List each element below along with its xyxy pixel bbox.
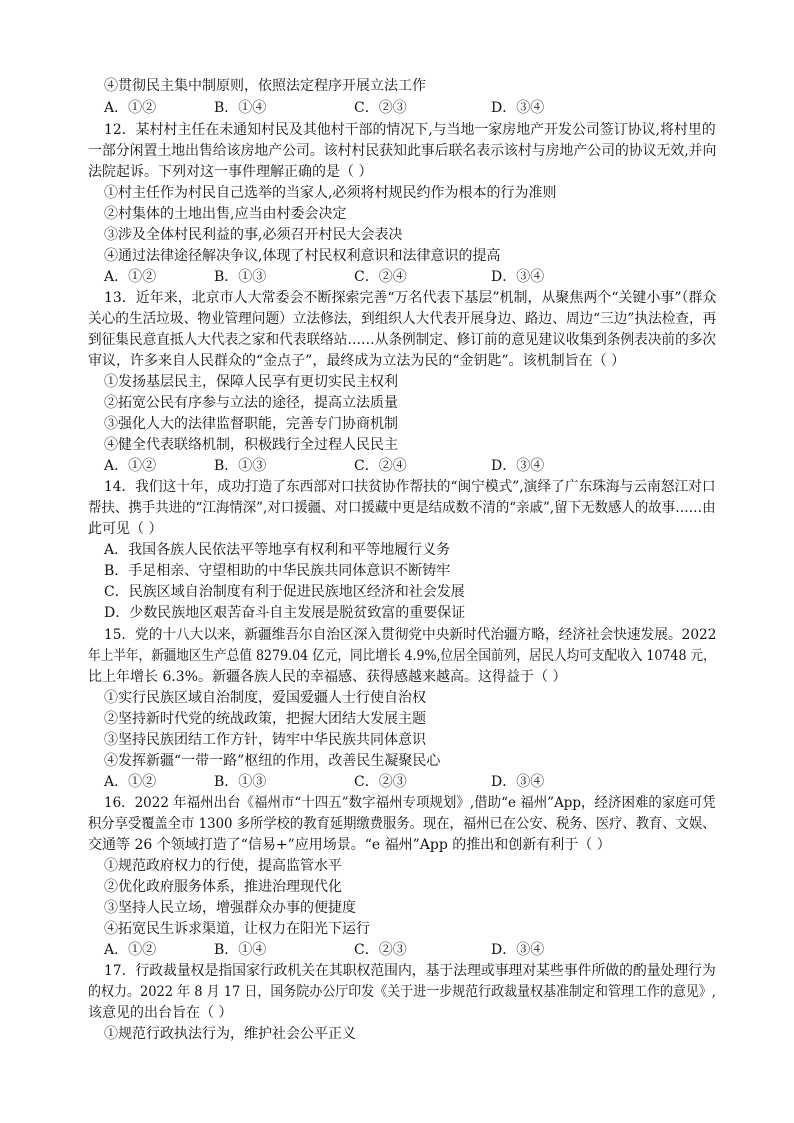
option-line: B．手足相亲、守望相助的中华民族共同体意识不断铸牢: [104, 563, 451, 579]
question-12-stem: 12．某村村主任在未通知村民及其他村干部的情况下,与当地一家房地产开发公司签订协议,将村里的: [104, 122, 716, 138]
choice-b: B．①③: [214, 269, 267, 285]
option-line: ②村集体的土地出售,应当由村委会决定: [104, 206, 347, 222]
choice-a: A．①②: [104, 100, 157, 116]
choice-d: D．③④: [491, 100, 545, 116]
choice-b: B．①③: [214, 774, 267, 790]
option-line: D．少数民族地区艰苦奋斗自主发展是脱贫致富的重要保证: [104, 605, 466, 621]
question-16-stem: 积分享受覆盖全市 1300 多所学校的教育延期缴费服务。现在，福州已在公安、税务、医疗、教育、文娱、: [88, 816, 716, 832]
choice-d: D．③④: [491, 774, 545, 790]
question-12-stem: 法院起诉。下列对这一事件理解正确的是（ ）: [88, 164, 373, 180]
option-line: ②拓宽公民有序参与立法的途径，提高立法质量: [104, 395, 398, 411]
choice-a: A．①②: [104, 942, 157, 958]
option-line: ③强化人大的法律监督职能，完善专门协商机制: [104, 416, 398, 432]
question-13-stem: 13．近年来，北京市人大常委会不断探索完善“万名代表下基层”机制，从聚焦两个“关键小事”（群众: [104, 290, 717, 306]
option-line: ①规范政府权力的行使，提高监管水平: [104, 858, 342, 874]
option-line: ③坚持人民立场，增强群众办事的便捷度: [104, 900, 356, 916]
choice-d: D．③④: [491, 458, 545, 474]
choice-c: C．②③: [354, 774, 407, 790]
question-16-stem: 16．2022 年福州出台《福州市“十四五”数字福州专项规划》,借助“e 福州”App，经济困难的家庭可凭: [104, 795, 716, 811]
question-13-stem: 审议，许多来自人民群众的“金点子”，最终成为立法为民的“金钥匙”。该机制旨在（ ）: [88, 353, 626, 369]
option-line: ③涉及全体村民利益的事,必须召开村民大会表决: [104, 227, 403, 243]
option-line: ④发挥新疆“一带一路”枢纽的作用，改善民生凝聚民心: [104, 753, 441, 769]
choice-c: C．②③: [354, 100, 407, 116]
question-14-stem: 此可见（ ）: [88, 521, 163, 537]
option-line: ①村主任作为村民自己选举的当家人,必须将村规民约作为根本的行为准则: [104, 185, 557, 201]
question-17-stem: 该意见的出台旨在（ ）: [88, 1005, 233, 1021]
option-line: ②优化政府服务体系，推进治理现代化: [104, 879, 342, 895]
question-14-stem: 14．我们这十年，成功打造了东西部对口扶贫协作帮扶的“闽宁模式”,演绎了广东珠海与云南怒江对口: [104, 479, 716, 495]
option-line: ②坚持新时代党的统战政策，把握大团结大发展主题: [104, 711, 426, 727]
answer-choices-q13: [104, 456, 584, 476]
question-12-stem: 一部分闲置土地出售给该房地产公司。该村村民获知此事后联名表示该村与房地产公司的协议无效,并向: [88, 143, 717, 159]
question-15-stem: 15．党的十八大以来，新疆维吾尔自治区深入贯彻党中央新时代治疆方略，经济社会快速发展。2022: [104, 627, 717, 643]
choice-a: A．①②: [104, 269, 157, 285]
answer-choices-q15: [104, 772, 584, 792]
question-16-stem: 交通等 26 个领域打造了“信易+”应用场景。“e 福州”App 的推出和创新有利于（ ）: [88, 837, 611, 853]
choice-a: A．①②: [104, 774, 157, 790]
choice-c: C．②③: [354, 942, 407, 958]
option-line: ①发扬基层民主，保障人民享有更切实民主权利: [104, 374, 398, 390]
question-15-stem: 年上半年，新疆地区生产总值 8279.04 亿元，同比增长 4.9%,位居全国前列，居民人均可支配收入 10748 元，: [88, 648, 716, 664]
choice-b: B．①③: [214, 458, 267, 474]
option-line: ①实行民族区域自治制度，爱国爱疆人士行使自治权: [104, 690, 426, 706]
choice-b: B．①④: [214, 942, 267, 958]
question-13-stem: 关心的生活垃圾、物业管理问题）立法修法，到组织人大代表开展身边、路边、周边“三边”执法检查，再: [88, 311, 717, 327]
option-line: ③坚持民族团结工作方针，铸牢中华民族共同体意识: [104, 732, 426, 748]
question-15-stem: 比上年增长 6.3%。新疆各族人民的幸福感、获得感越来越高。这得益于（ ）: [88, 669, 567, 685]
choice-a: A．①②: [104, 458, 157, 474]
question-17-stem: 的权力。2022 年 8 月 17 日，国务院办公厅印发《关于进一步规范行政裁量权基准制定和管理工作的意见》,: [88, 984, 717, 1000]
option-line: ④通过法律途径解决争议,体现了村民权利意识和法律意识的提高: [104, 248, 501, 264]
option-line: ④拓宽民生诉求渠道，让权力在阳光下运行: [104, 921, 370, 937]
choice-c: C．②④: [354, 269, 407, 285]
option-line: A．我国各族人民依法平等地享有权利和平等地履行义务: [104, 542, 451, 558]
question-14-stem: 帮扶、携手共进的“江海情深”,对口援疆、对口援藏中更是结成数不清的“亲戚”,留下无数感人的故事……由: [88, 500, 716, 516]
choice-c: C．②④: [354, 458, 407, 474]
option-line: ④贯彻民主集中制原则，依照法定程序开展立法工作: [104, 78, 426, 94]
question-17-stem: 17．行政裁量权是指国家行政机关在其职权范围内，基于法理或事理对某些事件所做的酌量处理行为: [104, 963, 716, 979]
option-line: ④健全代表联络机制，积极践行全过程人民民主: [104, 437, 398, 453]
answer-choices-q16: [104, 940, 584, 960]
choice-d: D．③④: [491, 269, 545, 285]
option-line: C．民族区域自治制度有利于促进民族地区经济和社会发展: [104, 584, 465, 600]
choice-b: B．①④: [214, 100, 267, 116]
answer-choices-q12: [104, 267, 584, 287]
question-13-stem: 到征集民意直抵人大代表之家和代表联络站……从条例制定、修订前的意见建议收集到条例表决前的多次: [88, 332, 717, 348]
answer-choices-q11: [104, 98, 584, 118]
choice-d: D．③④: [491, 942, 545, 958]
option-line: ①规范行政执法行为，维护社会公平正义: [104, 1026, 356, 1042]
